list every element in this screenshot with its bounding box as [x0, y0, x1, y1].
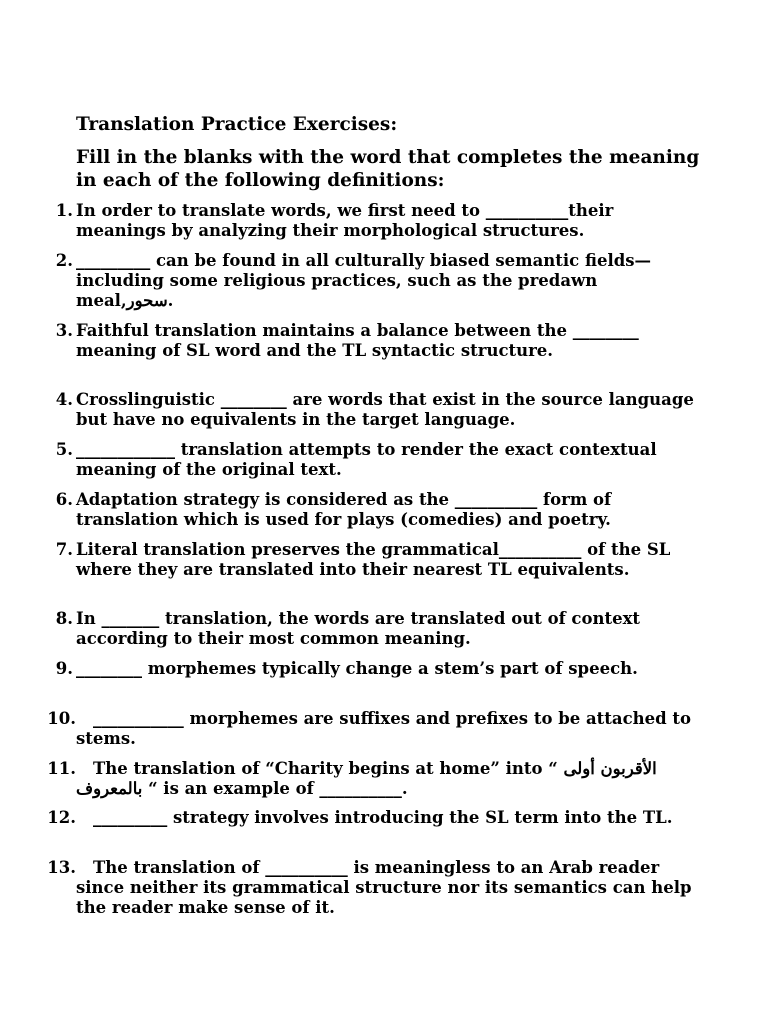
instructions-text: Fill in the blanks with the word that completes the meaning in each of the following definitions: — [76, 147, 700, 191]
exercise-text: Literal translation preserves the grammatical__________ of the SL where they are translated into their nearest TL equivalents. — [76, 540, 671, 579]
exercise-number: 6. — [55, 490, 73, 509]
exercise-item-13 — [47, 858, 696, 918]
exercise-number: 11. — [47, 759, 76, 778]
exercise-text: Crosslinguistic ________ are words that exist in the source language but have no equivalents in the target language. — [76, 390, 694, 429]
exercise-text: Faithful translation maintains a balance between the ________ meaning of SL word and the TL syntactic structure. — [76, 321, 639, 360]
exercise-text: In order to translate words, we first need to __________their meanings by analyzing their morphological structures. — [76, 201, 614, 240]
exercise-item-9 — [55, 659, 696, 679]
exercise-item-2 — [55, 251, 696, 311]
exercise-number: 4. — [55, 390, 73, 409]
exercise-item-5 — [55, 440, 696, 480]
exercise-text: The translation of __________ is meaningless to an Arab reader since neither its grammatical structure nor its semantics can help the reader make sense of it. — [76, 858, 692, 917]
exercise-text: _________ strategy involves introducing the SL term into the TL. — [93, 808, 673, 827]
exercise-number: 9. — [55, 659, 73, 678]
exercise-text: In _______ translation, the words are translated out of context according to their most common meaning. — [76, 609, 641, 648]
exercise-text: Adaptation strategy is considered as the __________ form of translation which is used for plays (comedies) and poetry. — [76, 490, 612, 529]
exercise-text: ___________ morphemes are suffixes and prefixes to be attached to stems. — [76, 709, 692, 748]
exercise-number: 3. — [55, 321, 73, 340]
exercise-text: _________ can be found in all culturally biased semantic fields—including some religious practices, such as the predawn meal,سحور. — [76, 251, 652, 310]
exercise-item-7 — [55, 540, 696, 580]
exercise-item-1 — [55, 201, 696, 241]
exercise-item-11 — [47, 759, 696, 799]
exercise-text: The translation of “Charity begins at home” into “ الأقربون أولى بالمعروف “ is an example of __________. — [76, 759, 657, 798]
exercise-item-4 — [55, 390, 696, 430]
exercise-item-10 — [47, 709, 696, 749]
exercise-item-12 — [47, 808, 696, 828]
exercise-item-8 — [55, 609, 696, 649]
exercise-number: 10. — [47, 709, 76, 728]
exercise-text: ________ morphemes typically change a stem’s part of speech. — [76, 659, 638, 678]
exercise-number: 1. — [55, 201, 73, 220]
exercise-item-6 — [55, 490, 696, 530]
exercise-number: 7. — [55, 540, 73, 559]
exercise-number: 8. — [55, 609, 73, 628]
exercise-number: 13. — [47, 858, 76, 877]
exercise-text: ____________ translation attempts to render the exact contextual meaning of the original text. — [76, 440, 657, 479]
exercise-number: 5. — [55, 440, 73, 459]
exercise-item-3 — [55, 321, 696, 361]
page-title: Translation Practice Exercises: — [76, 114, 398, 135]
exercise-number: 2. — [55, 251, 73, 270]
exercise-number: 12. — [47, 808, 76, 827]
